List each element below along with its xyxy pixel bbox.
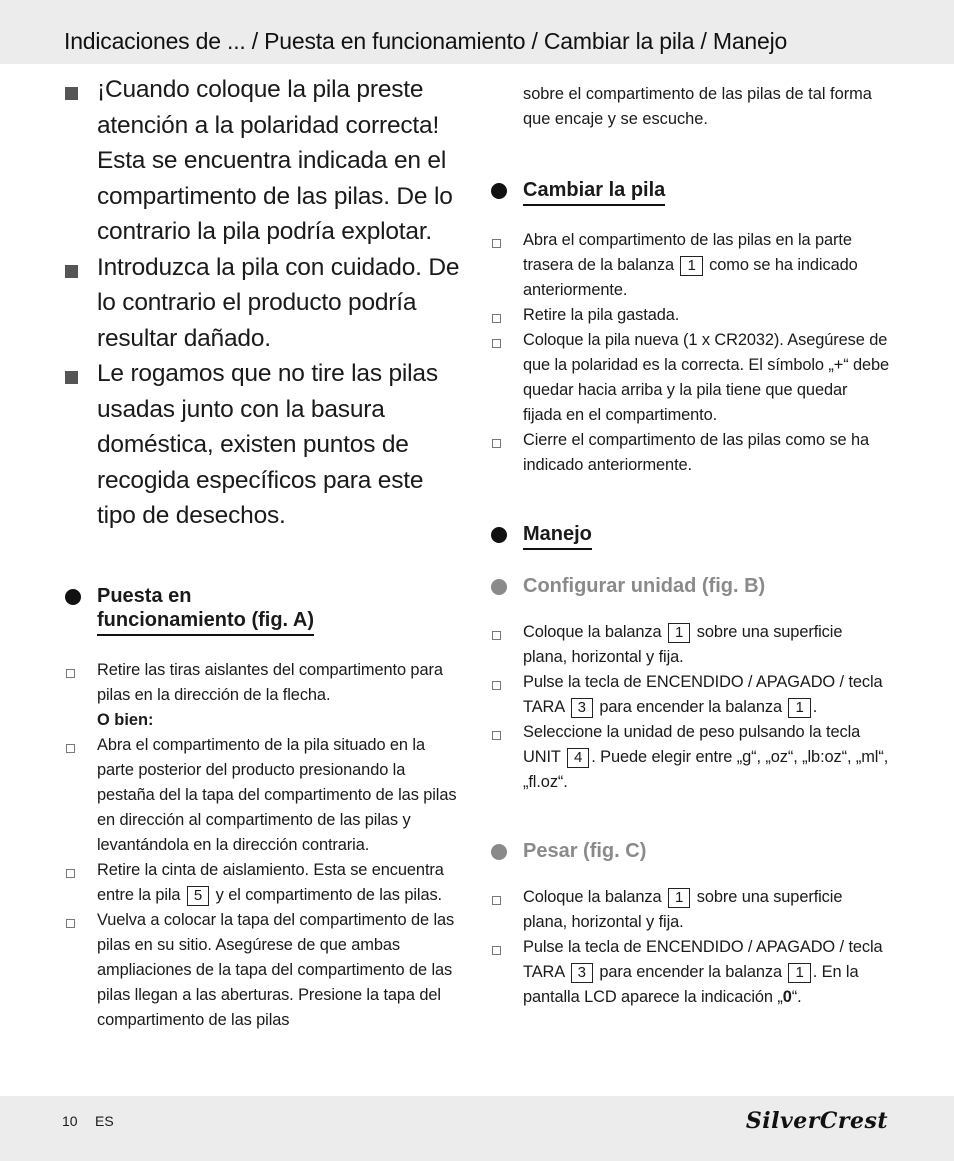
part-number: 1 bbox=[788, 698, 810, 718]
warning-item: ¡Cuando coloque la pila preste atención a la polaridad correcta! Esta se encuentra indicada en el compartimento de las pilas. De lo contrario la pila podría explotar. bbox=[64, 72, 464, 250]
part-number: 4 bbox=[567, 748, 589, 768]
checkbox-icon bbox=[492, 239, 501, 248]
list-item: Abra el compartimento de la pila situado en la parte posterior del producto presionando la pestaña del la tapa del compartimento de las pilas en dirección al compartimento de las pilas y levantándola en la dirección contraria. bbox=[64, 733, 464, 858]
config-list bbox=[490, 620, 890, 795]
left-column bbox=[64, 72, 464, 1033]
checkbox-icon bbox=[66, 744, 75, 753]
part-number: 1 bbox=[668, 623, 690, 643]
part-number: 3 bbox=[571, 698, 593, 718]
list-item: Pulse la tecla de ENCENDIDO / APAGADO / tecla TARA 3 para encender la balanza 1 . bbox=[490, 670, 890, 720]
list-item: Coloque la balanza 1 sobre una superficie plana, horizontal y fija. bbox=[490, 885, 890, 935]
checkbox-icon bbox=[492, 439, 501, 448]
checkbox-icon bbox=[492, 896, 501, 905]
page-header bbox=[0, 0, 954, 64]
checkbox-icon bbox=[66, 919, 75, 928]
checkbox-icon bbox=[492, 946, 501, 955]
list-item: Coloque la pila nueva (1 x CR2032). Asegúrese de que la polaridad es la correcta. El símbolo „+“ debe quedar hacia arriba y la pila tiene que quedar fijada en el compartimento. bbox=[490, 328, 890, 428]
part-number: 5 bbox=[187, 886, 209, 906]
list-item: Cierre el compartimento de las pilas como se ha indicado anteriormente. bbox=[490, 428, 890, 478]
part-number: 1 bbox=[668, 888, 690, 908]
puesta-list bbox=[64, 658, 464, 1033]
cambiar-list bbox=[490, 228, 890, 478]
warning-item: Le rogamos que no tire las pilas usadas junto con la basura doméstica, existen puntos de recogida específicos para este tipo de desechos. bbox=[64, 356, 464, 534]
bullet-dot-icon bbox=[491, 844, 507, 860]
checkbox-icon bbox=[492, 314, 501, 323]
checkbox-icon bbox=[492, 681, 501, 690]
right-column bbox=[490, 82, 890, 1010]
bullet-dot-icon bbox=[65, 589, 81, 605]
part-number: 3 bbox=[571, 963, 593, 983]
pesar-list bbox=[490, 885, 890, 1010]
bullet-dot-icon bbox=[491, 183, 507, 199]
lcd-zero-value: 0 bbox=[782, 988, 792, 1006]
checkbox-icon bbox=[492, 631, 501, 640]
continuation-text: sobre el compartimento de las pilas de tal forma que encaje y se escuche. bbox=[523, 85, 872, 128]
list-item: Retire las tiras aislantes del compartimento para pilas en la dirección de la flecha. bbox=[64, 658, 464, 708]
section-title: Puesta en funcionamiento (fig. A) bbox=[97, 584, 314, 636]
square-bullet-icon bbox=[65, 371, 78, 384]
subsection-title: Pesar (fig. C) bbox=[523, 840, 647, 862]
section-cambiar bbox=[490, 178, 890, 206]
bullet-dot-icon bbox=[491, 579, 507, 595]
section-puesta bbox=[64, 584, 464, 636]
or-label: O bien: bbox=[97, 710, 154, 729]
page-title: Indicaciones de ... / Puesta en funcionamiento / Cambiar la pila / Manejo bbox=[64, 28, 788, 54]
brand-logo: SilverCrest bbox=[745, 1108, 888, 1134]
list-item: Retire la cinta de aislamiento. Esta se encuentra entre la pila 5 y el compartimento de las pilas. bbox=[64, 858, 464, 908]
checkbox-icon bbox=[66, 669, 75, 678]
list-item: Pulse la tecla de ENCENDIDO / APAGADO / tecla TARA 3 para encender la balanza 1 . En la pantalla LCD aparece la indicación „0“. bbox=[490, 935, 890, 1010]
part-number: 1 bbox=[788, 963, 810, 983]
page-footer bbox=[0, 1096, 954, 1161]
section-configurar bbox=[490, 574, 890, 598]
checkbox-icon bbox=[66, 869, 75, 878]
list-item: Seleccione la unidad de peso pulsando la tecla UNIT 4 . Puede elegir entre „g“, „oz“, „lb:oz“, „ml“, „fl.oz“. bbox=[490, 720, 890, 795]
square-bullet-icon bbox=[65, 265, 78, 278]
part-number: 1 bbox=[680, 256, 702, 276]
section-pesar bbox=[490, 839, 890, 863]
language-code: ES bbox=[95, 1113, 114, 1129]
list-item: Abra el compartimento de las pilas en la parte trasera de la balanza 1 como se ha indicado anteriormente. bbox=[490, 228, 890, 303]
subsection-title: Configurar unidad (fig. B) bbox=[523, 575, 766, 597]
list-item: Vuelva a colocar la tapa del compartimento de las pilas en su sitio. Asegúrese de que ambas ampliaciones de la tapa del compartimento de las pilas llegan a las aberturas. Presione la tapa del compartimento de las pilas bbox=[64, 908, 464, 1033]
square-bullet-icon bbox=[65, 87, 78, 100]
list-item: Coloque la balanza 1 sobre una superficie plana, horizontal y fija. bbox=[490, 620, 890, 670]
section-title: Cambiar la pila bbox=[523, 178, 665, 206]
warning-item: Introduzca la pila con cuidado. De lo contrario el producto podría resultar dañado. bbox=[64, 250, 464, 357]
checkbox-icon bbox=[492, 339, 501, 348]
page-number: 10 bbox=[62, 1113, 78, 1129]
checkbox-icon bbox=[492, 731, 501, 740]
section-manejo bbox=[490, 522, 890, 550]
section-title: Manejo bbox=[523, 522, 592, 550]
bullet-dot-icon bbox=[491, 527, 507, 543]
list-item: Retire la pila gastada. bbox=[490, 303, 890, 328]
